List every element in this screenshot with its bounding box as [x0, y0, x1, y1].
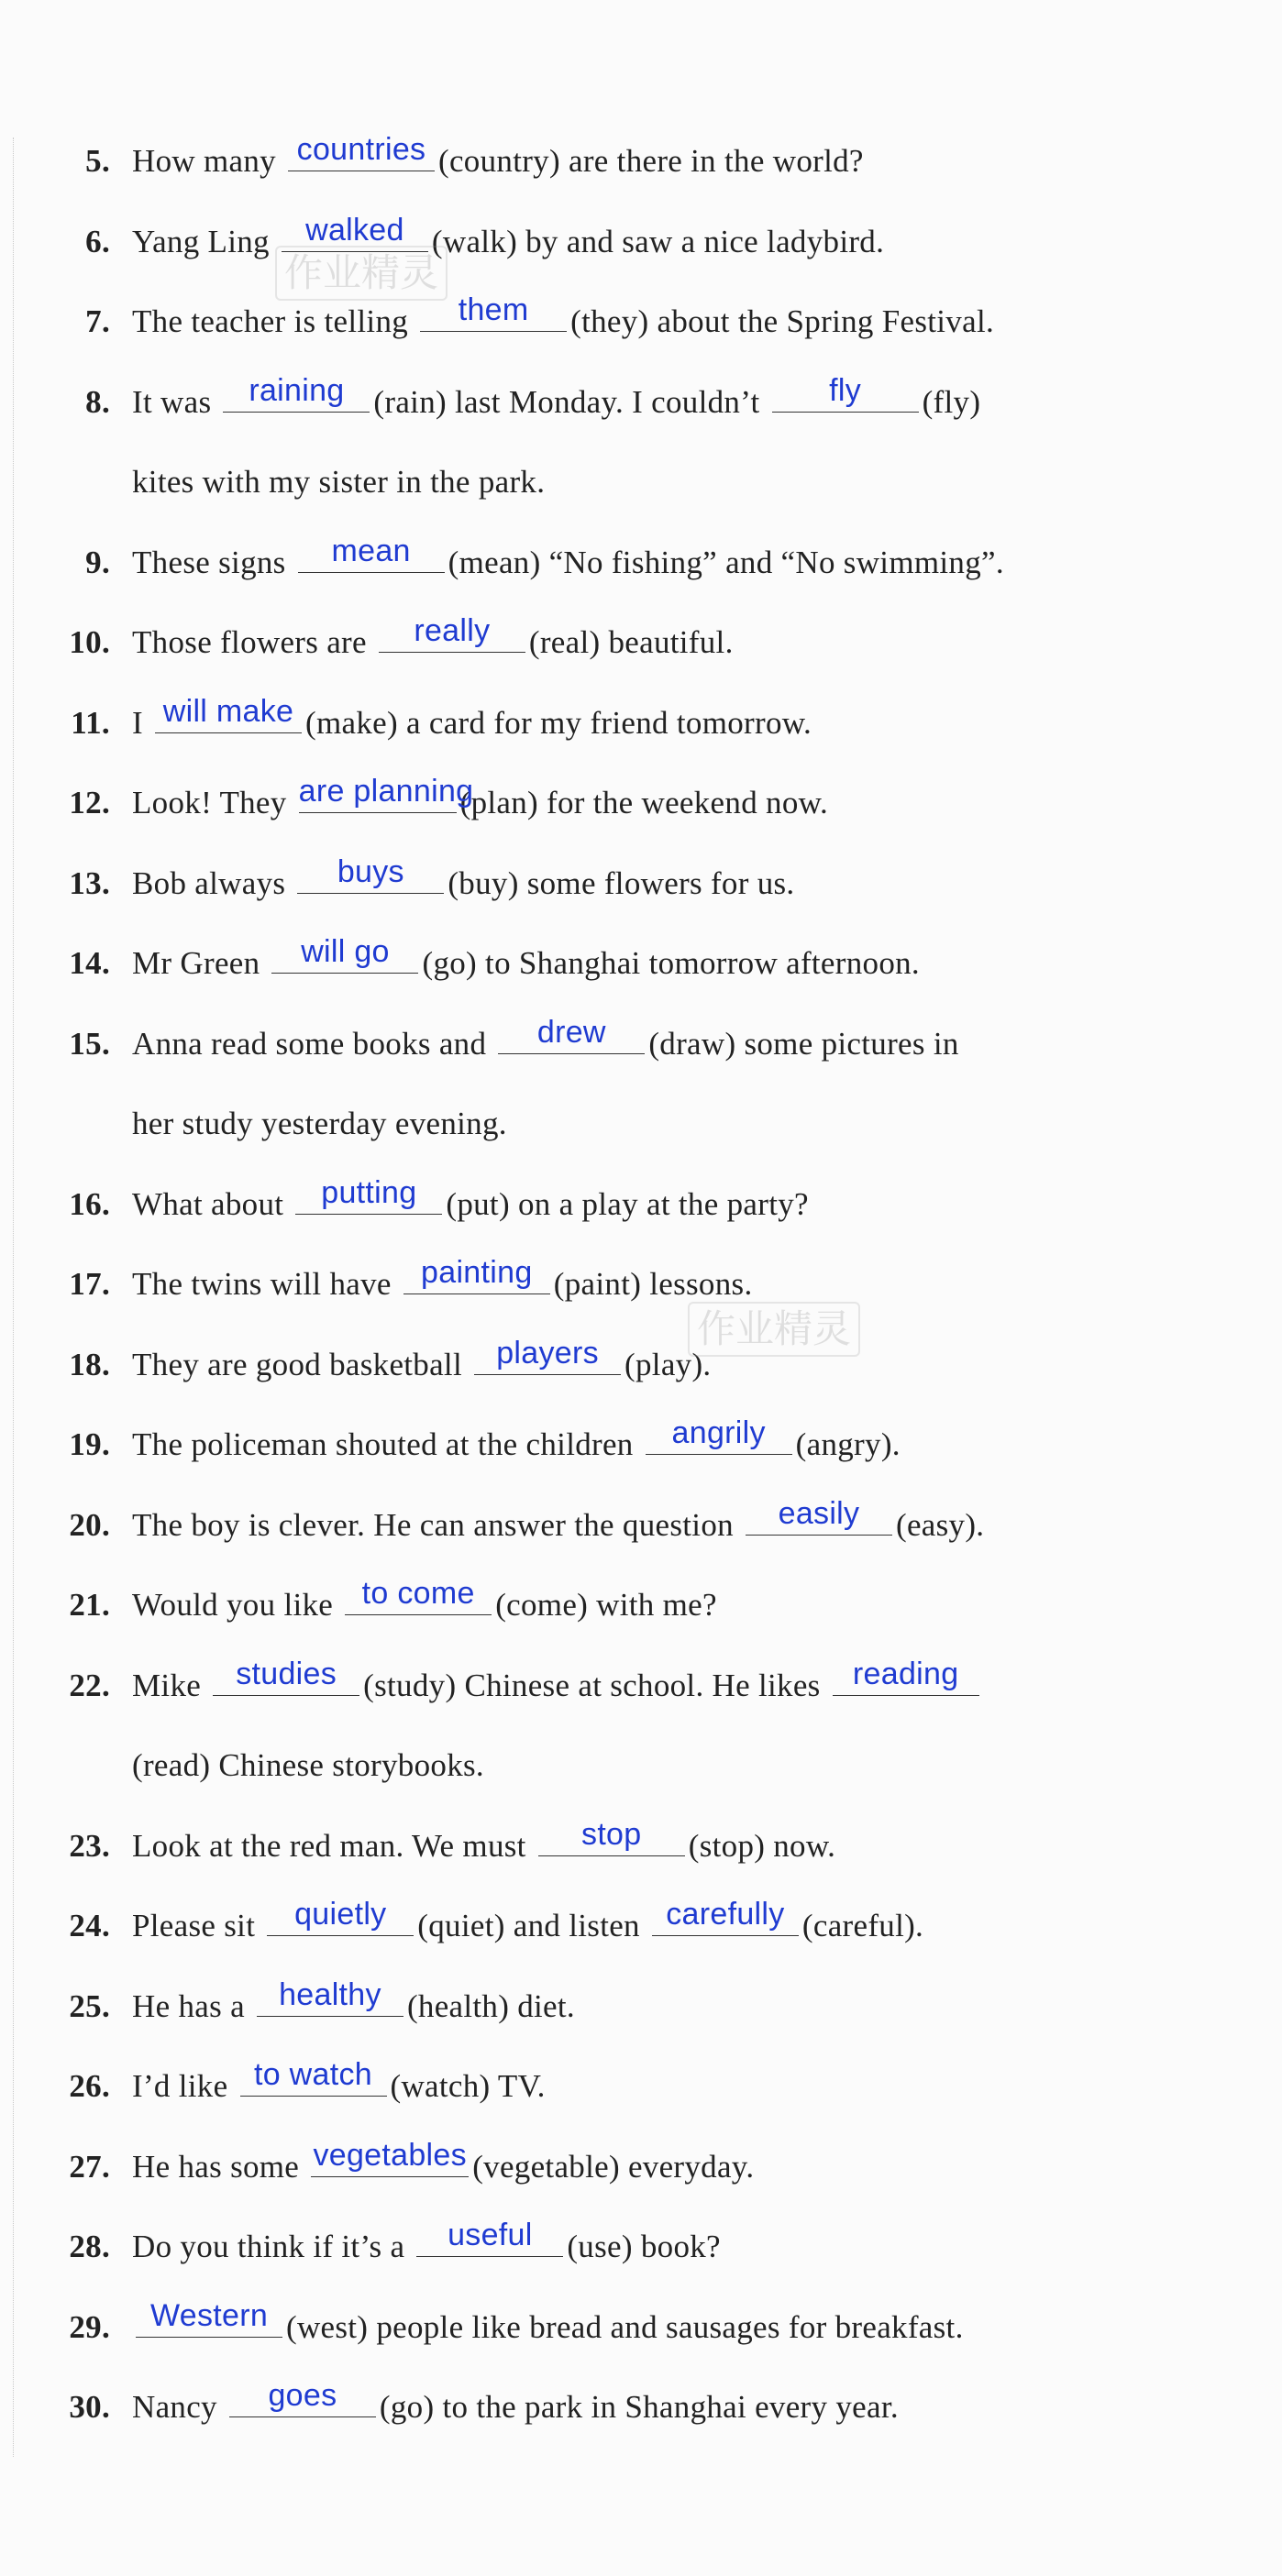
handwritten-answer: reading: [852, 1656, 959, 1691]
sentence-fragment: (rain) last Monday. I couldn’t: [373, 383, 768, 420]
sentence-fragment: Do you think if it’s a: [132, 2229, 414, 2264]
answer-blank: [416, 2218, 563, 2257]
item-text: [132, 1565, 717, 1646]
handwritten-answer: will make: [162, 693, 294, 729]
handwritten-answer: healthy: [279, 1976, 381, 2012]
handwritten-answer: studies: [236, 1656, 337, 1691]
handwritten-answer: countries: [296, 132, 426, 167]
answer-blank: [420, 292, 567, 332]
item-text: [132, 1325, 711, 1405]
sentence-fragment: (vegetable) everyday.: [472, 2148, 755, 2185]
exercise-item-continuation: [0, 442, 1282, 523]
item-number: 19.: [69, 1426, 110, 1462]
exercise-item: [0, 1646, 1282, 1726]
handwritten-answer: angrily: [671, 1415, 766, 1450]
handwritten-answer: Western: [149, 2297, 269, 2333]
item-number: 27.: [69, 2148, 110, 2185]
item-number: 16.: [69, 1185, 110, 1222]
sentence-fragment: I’d like: [132, 2068, 237, 2104]
item-number: 15.: [69, 1025, 110, 1062]
item-text: [132, 2046, 546, 2127]
item-number: 7.: [85, 303, 110, 339]
item-number: 11.: [71, 704, 110, 741]
item-text: [132, 202, 884, 282]
exercise-item: [0, 1325, 1282, 1405]
sentence-fragment: Nancy: [132, 2389, 226, 2425]
sentence-fragment: (make) a card for my friend tomorrow.: [305, 704, 812, 741]
sentence-fragment: (watch) TV.: [390, 2068, 546, 2104]
answer-blank: [746, 1495, 892, 1536]
sentence-fragment: Bob always: [132, 864, 294, 901]
sentence-fragment: (come) with me?: [495, 1587, 717, 1623]
answer-blank: [538, 1816, 685, 1856]
handwritten-answer: to watch: [253, 2057, 373, 2092]
answer-blank: [772, 372, 919, 413]
exercise-item: [0, 362, 1282, 443]
exercise-item: [0, 1004, 1282, 1084]
answer-blank: [213, 1656, 359, 1696]
sentence-fragment: (angry).: [795, 1426, 901, 1462]
answer-blank: [297, 853, 444, 894]
item-text: [132, 281, 994, 362]
item-number: 9.: [85, 544, 110, 580]
sentence-fragment: (stop) now.: [688, 1827, 836, 1864]
item-text: [132, 1485, 984, 1566]
sentence-fragment: (paint) lessons.: [553, 1266, 753, 1302]
handwritten-answer: really: [414, 613, 491, 648]
answer-blank: [267, 1897, 414, 1936]
exercise-item: [0, 2367, 1282, 2448]
sentence-fragment: (go) to Shanghai tomorrow afternoon.: [422, 945, 920, 981]
exercise-item: [0, 923, 1282, 1004]
item-text: [132, 2207, 721, 2287]
answer-blank: [223, 372, 370, 413]
exercise-item-continuation: [0, 1084, 1282, 1164]
item-text: [132, 442, 545, 523]
item-text: [132, 843, 794, 924]
exercise-item-continuation: [0, 1725, 1282, 1806]
answer-blank: [271, 934, 418, 974]
item-text: [132, 1806, 835, 1887]
item-number: 20.: [69, 1506, 110, 1543]
exercise-item: [0, 1806, 1282, 1887]
sentence-fragment: The twins will have: [132, 1266, 400, 1302]
sentence-fragment: (buy) some flowers for us.: [448, 864, 795, 901]
answer-blank: [288, 132, 435, 171]
handwritten-answer: to come: [361, 1576, 475, 1611]
item-text: [132, 1244, 753, 1325]
sentence-fragment: Please sit: [132, 1908, 264, 1943]
exercise-item: [0, 1966, 1282, 2047]
answer-blank: [136, 2297, 282, 2338]
item-text: [132, 2287, 964, 2368]
handwritten-answer: goes: [268, 2378, 337, 2413]
exercise-item: [0, 2127, 1282, 2207]
sentence-fragment: He has some: [132, 2148, 308, 2185]
item-text: [132, 362, 980, 443]
sentence-fragment: Mr Green: [132, 945, 269, 981]
answer-blank: [311, 2137, 469, 2177]
answer-blank: [240, 2057, 387, 2097]
item-number: 5.: [85, 143, 110, 179]
sentence-fragment: (real) beautiful.: [528, 624, 734, 660]
item-text: [132, 2367, 899, 2448]
exercise-item: [0, 281, 1282, 362]
item-text: [132, 2127, 754, 2207]
sentence-fragment: These signs: [132, 544, 294, 580]
exercise-item: [0, 1485, 1282, 1566]
exercise-item: [0, 602, 1282, 683]
item-number: 12.: [69, 785, 110, 820]
handwritten-answer: will go: [301, 934, 390, 969]
answer-blank: [379, 613, 525, 653]
sentence-fragment: Those flowers are: [132, 624, 375, 660]
sentence-fragment: (they) about the Spring Festival.: [570, 303, 995, 339]
answer-blank: [652, 1897, 799, 1936]
item-text: [132, 763, 828, 843]
sentence-fragment: How many: [132, 143, 285, 179]
sentence-fragment: (play).: [624, 1346, 712, 1382]
sentence-fragment: Yang Ling: [132, 223, 278, 259]
handwritten-answer: them: [458, 292, 529, 327]
answer-blank: [403, 1255, 550, 1294]
sentence-fragment: The boy is clever. He can answer the question: [132, 1506, 742, 1543]
sentence-fragment: I: [132, 704, 152, 741]
exercise-item: [0, 2207, 1282, 2287]
sentence-fragment: (fly): [922, 383, 981, 420]
item-number: 22.: [69, 1667, 110, 1703]
exercise-item: [0, 843, 1282, 924]
item-text: [132, 683, 812, 764]
answer-blank: [298, 533, 445, 573]
handwritten-answer: players: [496, 1335, 599, 1371]
sentence-fragment: (mean) “No fishing” and “No swimming”.: [448, 544, 1004, 580]
item-number: 28.: [69, 2229, 110, 2264]
handwritten-answer: carefully: [666, 1897, 785, 1932]
item-number: 24.: [69, 1908, 110, 1943]
handwritten-answer: useful: [448, 2218, 533, 2252]
exercise-item: [0, 1565, 1282, 1646]
answer-blank: [155, 693, 302, 733]
sentence-fragment: (draw) some pictures in: [648, 1025, 959, 1062]
item-number: 13.: [69, 864, 110, 901]
handwritten-answer: easily: [778, 1495, 860, 1531]
item-text: [132, 1004, 959, 1084]
watermark-stamp: 作业精灵: [688, 1302, 860, 1357]
sentence-fragment: What about: [132, 1185, 293, 1222]
sentence-fragment: (careful).: [801, 1908, 924, 1943]
sentence-fragment: Look! They: [132, 785, 295, 820]
item-number: 25.: [69, 1987, 110, 2024]
answer-blank: [257, 1976, 403, 2017]
handwritten-answer: vegetables: [313, 2137, 467, 2173]
exercise-item: [0, 1244, 1282, 1325]
answer-blank: [345, 1576, 492, 1615]
sentence-fragment: (put) on a play at the party?: [446, 1185, 809, 1222]
answer-blank: [295, 1174, 442, 1215]
sentence-fragment: (easy).: [895, 1506, 985, 1543]
sentence-fragment: He has a: [132, 1987, 253, 2024]
handwritten-answer: buys: [337, 853, 404, 889]
sentence-fragment: The policeman shouted at the children: [132, 1426, 642, 1462]
item-text: [132, 523, 1004, 603]
exercise-item: [0, 523, 1282, 603]
sentence-fragment: Would you like: [132, 1587, 342, 1623]
exercise-item: [0, 2287, 1282, 2368]
exercise-item: [0, 202, 1282, 282]
sentence-fragment: (walk) by and saw a nice ladybird.: [431, 223, 885, 259]
item-number: 29.: [69, 2308, 110, 2345]
exercise-item: [0, 1164, 1282, 1245]
handwritten-answer: fly: [829, 372, 862, 408]
sentence-fragment: They are good basketball: [132, 1346, 471, 1382]
item-number: 21.: [69, 1587, 110, 1623]
sentence-fragment: The teacher is telling: [132, 303, 417, 339]
item-text: [132, 121, 864, 202]
sentence-fragment: her study yesterday evening.: [132, 1106, 507, 1141]
sentence-fragment: (use) book?: [567, 2229, 721, 2264]
sentence-fragment: (plan) for the weekend now.: [459, 785, 828, 820]
item-number: 18.: [69, 1346, 110, 1382]
item-text: [132, 1646, 983, 1726]
exercise-item: [0, 683, 1282, 764]
item-text: [132, 1966, 575, 2047]
handwritten-answer: painting: [421, 1255, 533, 1290]
sentence-fragment: (read) Chinese storybooks.: [132, 1747, 484, 1783]
handwritten-answer: raining: [249, 372, 345, 408]
item-number: 10.: [69, 624, 110, 660]
answer-blank: [498, 1014, 645, 1054]
item-text: [132, 1084, 507, 1164]
handwritten-answer: mean: [331, 533, 411, 568]
exercise-item: [0, 1886, 1282, 1966]
answer-blank: [298, 774, 474, 813]
handwritten-answer: putting: [321, 1174, 417, 1210]
item-number: 26.: [69, 2068, 110, 2104]
watermark-stamp: 作业精灵: [275, 246, 448, 301]
exercise-sheet: [0, 121, 1282, 2448]
item-text: [132, 1886, 923, 1966]
sentence-fragment: Anna read some books and: [132, 1025, 495, 1062]
item-text: [132, 923, 920, 1004]
answer-blank: [229, 2378, 376, 2417]
sentence-fragment: (country) are there in the world?: [438, 143, 864, 179]
item-number: 6.: [85, 223, 110, 259]
exercise-item: [0, 121, 1282, 202]
item-number: 8.: [85, 383, 110, 420]
sentence-fragment: (study) Chinese at school. He likes: [363, 1667, 829, 1703]
answer-blank: [474, 1335, 621, 1375]
handwritten-answer: quietly: [294, 1897, 387, 1932]
sentence-fragment: It was: [132, 383, 220, 420]
item-number: 30.: [69, 2389, 110, 2425]
sentence-fragment: (quiet) and listen: [417, 1908, 648, 1943]
item-text: [132, 1404, 901, 1485]
sentence-fragment: Mike: [132, 1667, 210, 1703]
exercise-item: [0, 763, 1282, 843]
handwritten-answer: drew: [536, 1014, 606, 1050]
sentence-fragment: Look at the red man. We must: [132, 1827, 535, 1864]
sentence-fragment: (west) people like bread and sausages for breakfast.: [286, 2308, 964, 2345]
answer-blank: [646, 1415, 792, 1455]
sentence-fragment: (health) diet.: [406, 1987, 575, 2024]
item-text: [132, 1725, 484, 1806]
item-text: [132, 1164, 809, 1245]
item-number: 14.: [69, 945, 110, 981]
exercise-item: [0, 1404, 1282, 1485]
item-number: 23.: [69, 1827, 110, 1864]
handwritten-answer: are planning: [298, 774, 474, 809]
handwritten-answer: stop: [581, 1816, 642, 1852]
handwritten-answer: walked: [305, 212, 404, 248]
sentence-fragment: kites with my sister in the park.: [132, 464, 546, 500]
item-number: 17.: [69, 1266, 110, 1302]
item-text: [132, 602, 734, 683]
exercise-item: [0, 2046, 1282, 2127]
answer-blank: [833, 1656, 979, 1696]
sentence-fragment: (go) to the park in Shanghai every year.: [379, 2389, 899, 2425]
